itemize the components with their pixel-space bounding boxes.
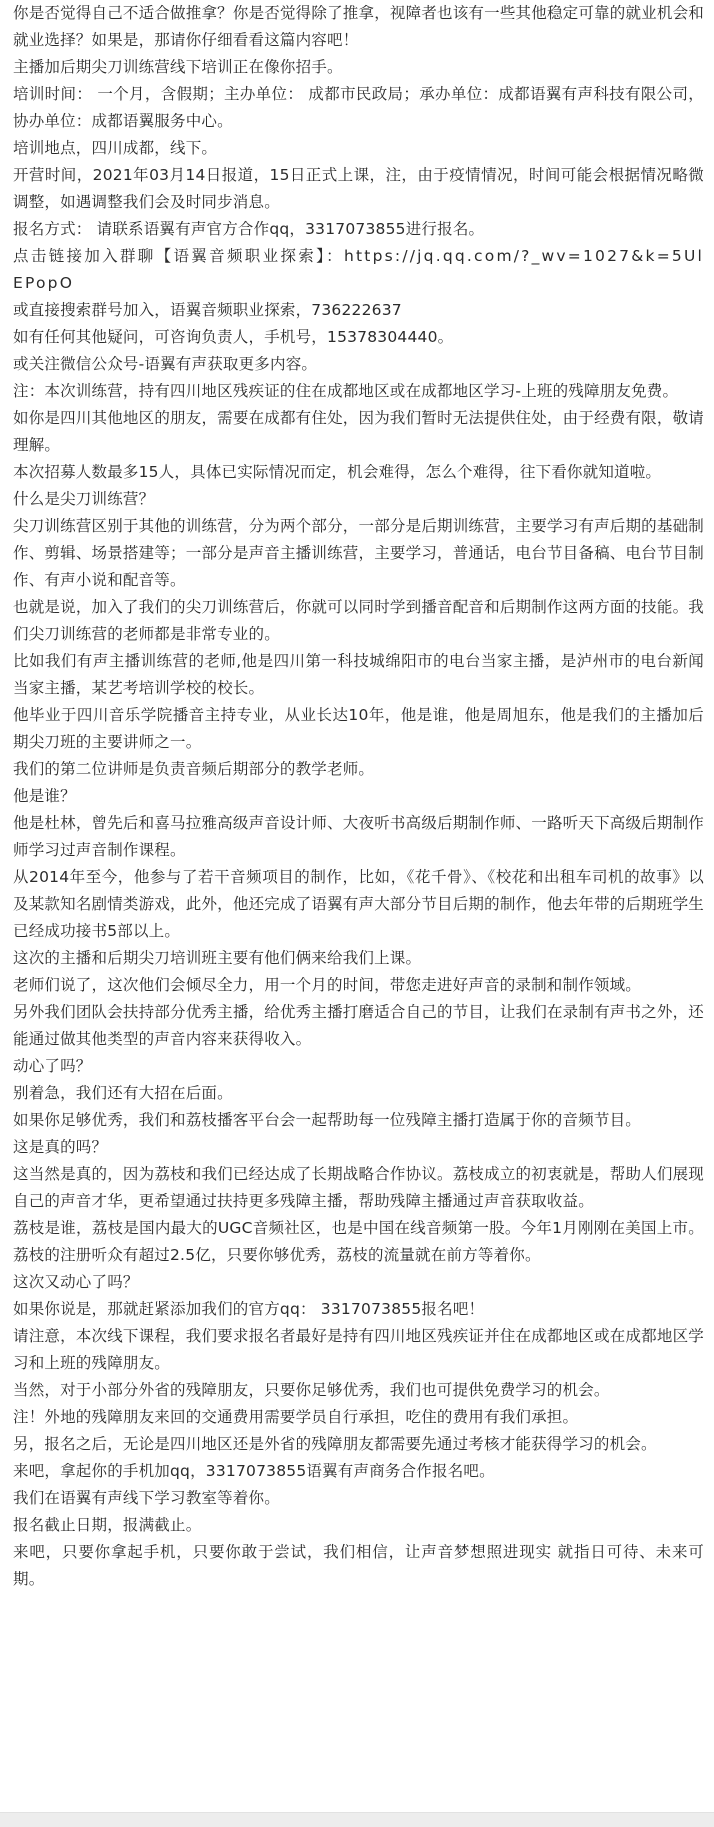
paragraph: 注：本次训练营，持有四川地区残疾证的住在成都地区或在成都地区学习-上班的残障朋友免费。: [13, 382, 679, 400]
group-link-paragraph: 点击链接加入群聊【语翼音频职业探索】：https://jq.qq.com/?_wv=1027&k=5UlEPopO: [13, 247, 704, 292]
section-question: 动心了吗？: [13, 1057, 92, 1075]
paragraph: 尖刀训练营区别于其他的训练营，分为两个部分，一部分是后期训练营，主要学习有声后期的基础制作、剪辑、场景搭建等；一部分是声音主播训练营，主要学习，普通话，电台节目备稿、电台节目制作、有声小说和配音等。: [13, 517, 704, 589]
section-question: 什么是尖刀训练营？: [13, 490, 155, 508]
section-question: 这次又动心了吗？: [13, 1273, 139, 1291]
paragraph: 另外我们团队会扶持部分优秀主播，给优秀主播打磨适合自己的节目，让我们在录制有声书之外，还能通过做其他类型的声音内容来获得收入。: [13, 1003, 704, 1048]
paragraph: 主播加后期尖刀训练营线下培训正在像你招手。: [13, 58, 343, 76]
section-question: 他是谁？: [13, 787, 76, 805]
paragraph: 从2014年至今，他参与了若干音频项目的制作，比如，《花千骨》、《校花和出租车司机的故事》以及某款知名剧情类游戏，此外，他还完成了语翼有声大部分节目后期的制作，他去年带的后期班学生已经成功接书5部以上。: [13, 868, 704, 940]
paragraph: 荔枝是谁，荔枝是国内最大的UGC音频社区，也是中国在线音频第一股。今年1月刚刚在美国上市。荔枝的注册听众有超过2.5亿，只要你够优秀，荔枝的流量就在前方等着你。: [13, 1219, 704, 1264]
paragraph: 也就是说，加入了我们的尖刀训练营后，你就可以同时学到播音配音和后期制作这两方面的技能。我们尖刀训练营的老师都是非常专业的。: [13, 598, 704, 643]
paragraph: 比如我们有声主播训练营的老师,他是四川第一科技城绵阳市的电台当家主播，是泸州市的电台新闻当家主播，某艺考培训学校的校长。: [13, 652, 704, 697]
paragraph: 报名截止日期，报满截止。: [13, 1516, 202, 1534]
paragraph: 这次的主播和后期尖刀培训班主要有他们俩来给我们上课。: [13, 949, 422, 967]
paragraph: 或直接搜索群号加入，语翼音频职业探索，736222637: [13, 301, 402, 319]
paragraph: 培训地点，四川成都，线下。: [13, 139, 218, 157]
paragraph: 我们在语翼有声线下学习教室等着你。: [13, 1489, 280, 1507]
paragraph: 来吧，拿起你的手机加qq，3317073855语翼有声商务合作报名吧。: [13, 1462, 495, 1480]
paragraph: 如有任何其他疑问，可咨询负责人，手机号，15378304440。: [13, 328, 454, 346]
section-question: 这是真的吗？: [13, 1138, 108, 1156]
paragraph: 报名方式： 请联系语翼有声官方合作qq，3317073855进行报名。: [13, 220, 485, 238]
paragraph: 他是杜林，曾先后和喜马拉雅高级声音设计师、大夜听书高级后期制作师、一路听天下高级后期制作师学习过声音制作课程。: [13, 814, 704, 859]
paragraph: 培训时间： 一个月，含假期；主办单位： 成都市民政局；承办单位：成都语翼有声科技有限公司，协办单位：成都语翼服务中心。: [13, 85, 704, 130]
paragraph: 另，报名之后，无论是四川地区还是外省的残障朋友都需要先通过考核才能获得学习的机会。: [13, 1435, 657, 1453]
page-footer-bar: [0, 1812, 714, 1827]
paragraph: 这当然是真的，因为荔枝和我们已经达成了长期战略合作协议。荔枝成立的初衷就是，帮助人们展现自己的声音才华，更希望通过扶持更多残障主播，帮助残障主播通过声音获取收益。: [13, 1165, 704, 1210]
paragraph: 如你是四川其他地区的朋友，需要在成都有住处，因为我们暂时无法提供住处，由于经费有限，敬请理解。: [13, 409, 704, 454]
paragraph: 别着急，我们还有大招在后面。: [13, 1084, 233, 1102]
paragraph: 你是否觉得自己不适合做推拿？你是否觉得除了推拿，视障者也该有一些其他稳定可靠的就业机会和就业选择？如果是，那请你仔细看看这篇内容吧！: [13, 4, 704, 49]
paragraph: 注！外地的残障朋友来回的交通费用需要学员自行承担，吃住的费用有我们承担。: [13, 1408, 579, 1426]
paragraph: 老师们说了，这次他们会倾尽全力，用一个月的时间，带您走进好声音的录制和制作领域。: [13, 976, 642, 994]
paragraph: 开营时间，2021年03月14日报道，15日正式上课，注，由于疫情情况，时间可能会根据情况略微调整，如遇调整我们会及时同步消息。: [13, 166, 704, 211]
paragraph: 我们的第二位讲师是负责音频后期部分的教学老师。: [13, 760, 375, 778]
paragraph: 如果你说是，那就赶紧添加我们的官方qq： 3317073855报名吧！: [13, 1300, 485, 1318]
paragraph: 请注意，本次线下课程，我们要求报名者最好是持有四川地区残疾证并住在成都地区或在成都地区学习和上班的残障朋友。: [13, 1327, 704, 1372]
paragraph: 或关注微信公众号-语翼有声获取更多内容。: [13, 355, 318, 373]
paragraph: 来吧，只要你拿起手机，只要你敢于尝试，我们相信，让声音梦想照进现实 就指日可待、未来可期。: [13, 1543, 704, 1588]
paragraph: 当然，对于小部分外省的残障朋友，只要你足够优秀，我们也可提供免费学习的机会。: [13, 1381, 610, 1399]
paragraph: 如果你足够优秀，我们和荔枝播客平台会一起帮助每一位残障主播打造属于你的音频节目。: [13, 1111, 642, 1129]
paragraph: 本次招募人数最多15人，具体已实际情况而定，机会难得，怎么个难得，往下看你就知道啦。: [13, 463, 662, 481]
paragraph: 他毕业于四川音乐学院播音主持专业，从业长达10年，他是谁，他是周旭东，他是我们的主播加后期尖刀班的主要讲师之一。: [13, 706, 704, 751]
